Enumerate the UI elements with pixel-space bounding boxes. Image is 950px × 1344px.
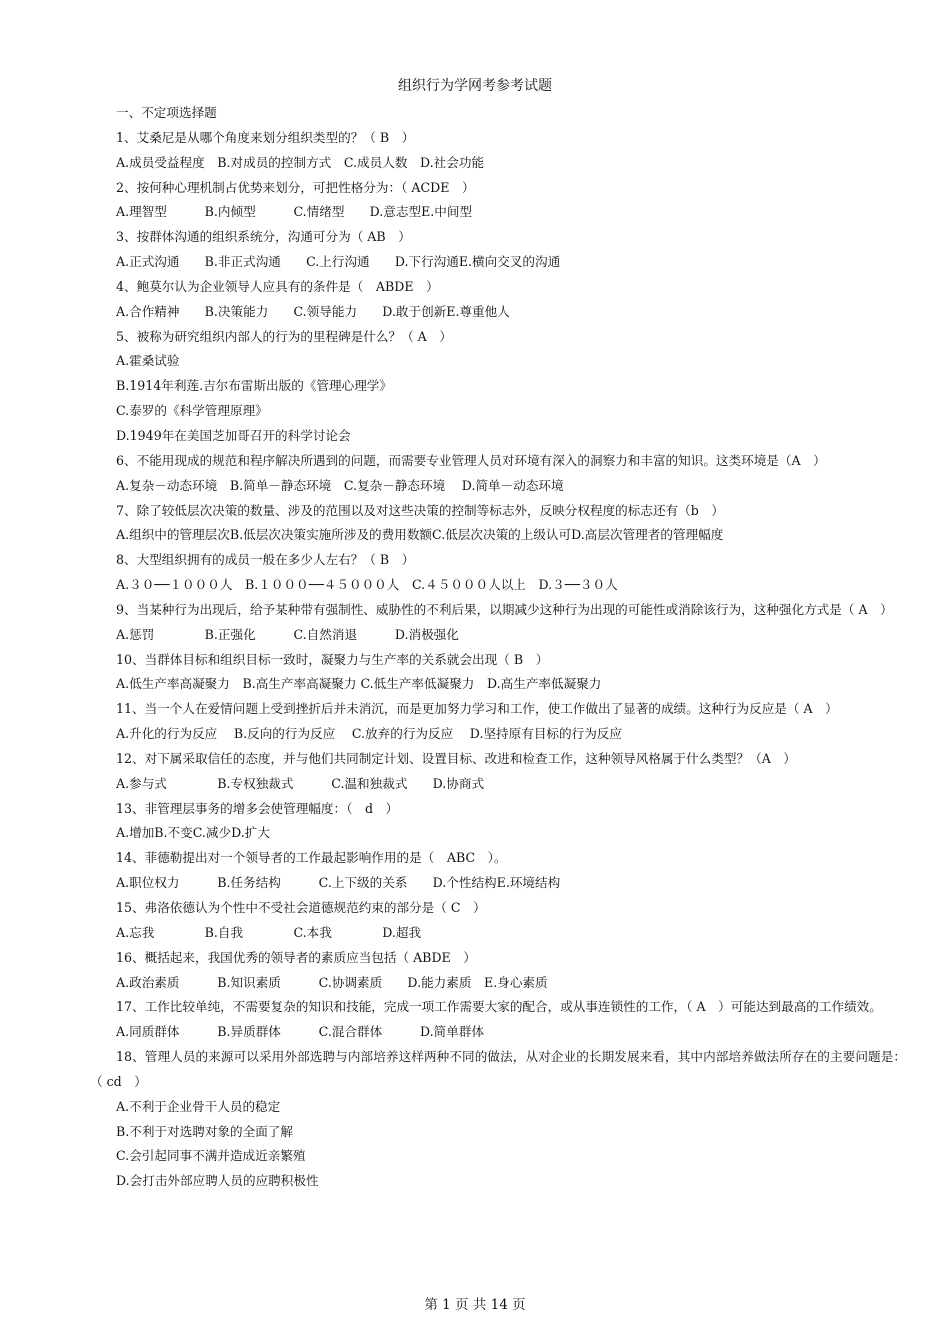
question-17-options: A.同质群体 B.异质群体 C.混合群体 D.简单群体 bbox=[116, 1024, 485, 1040]
question-12: 12、对下属采取信任的态度，并与他们共同制定计划、设置目标、改进和检查工作，这种领导风格属于什么类型？（A ） bbox=[116, 750, 796, 766]
question-12-options: A.参与式 B.专权独裁式 C.温和独裁式 D.协商式 bbox=[116, 775, 485, 791]
question-6-options: A.复杂－动态环境 B.简单－静态环境 C.复杂－静态环境 D.简单－动态环境 bbox=[116, 477, 564, 493]
question-4-options: A.合作精神 B.决策能力 C.领导能力 D.敢于创新E.尊重他人 bbox=[116, 303, 510, 319]
question-6: 6、不能用现成的规范和程序解决所遇到的问题，而需要专业管理人员对环境有深入的洞察力和丰富的知识。这类环境是（A ） bbox=[116, 452, 826, 468]
question-15-options: A.忘我 B.自我 C.本我 D.超我 bbox=[116, 924, 422, 940]
question-11-options: A.升化的行为反应 B.反向的行为反应 C.放弃的行为反应 D.坚持原有目标的行为反应 bbox=[116, 726, 622, 742]
question-18-option-b: B.不利于对选聘对象的全面了解 bbox=[116, 1123, 293, 1139]
question-5: 5、被称为研究组织内部人的行为的里程碑是什么？（ A ） bbox=[116, 328, 452, 344]
page-footer: 第 1 页 共 14 页 bbox=[424, 1297, 526, 1313]
page-title: 组织行为学网考参考试题 bbox=[398, 78, 552, 94]
question-3: 3、按群体沟通的组织系统分，沟通可分为（ AB ） bbox=[116, 229, 411, 245]
question-14-options: A.职位权力 B.任务结构 C.上下级的关系 D.个性结构E.环境结构 bbox=[116, 875, 561, 891]
question-11: 11、当一个人在爱情问题上受到挫折后并未消沉，而是更加努力学习和工作，使工作做出了显著的成绩。这种行为反应是（ A ） bbox=[116, 701, 838, 717]
question-9: 9、当某种行为出现后，给予某种带有强制性、威胁性的不利后果，以期减少这种行为出现的可能性或消除该行为，这种强化方式是（ A ） bbox=[116, 601, 893, 617]
question-10-options: A.低生产率高凝聚力 B.高生产率高凝聚力 C.低生产率低凝聚力 D.高生产率低凝聚力 bbox=[116, 676, 602, 692]
question-13: 13、非管理层事务的增多会使管理幅度：（ d ） bbox=[116, 800, 399, 816]
question-18: 18、管理人员的来源可以采用外部选聘与内部培养这样两种不同的做法，从对企业的长期发展来看，其中内部培养做法所存在的主要问题是：（ cd ） bbox=[90, 1049, 906, 1089]
question-2-options: A.理智型 B.内倾型 C.情绪型 D.意志型E.中间型 bbox=[116, 204, 473, 220]
question-8: 8、大型组织拥有的成员一般在多少人左右？（ B ） bbox=[116, 552, 415, 568]
section-heading: 一、不定项选择题 bbox=[116, 105, 217, 120]
question-7-options: A.组织中的管理层次B.低层次决策实施所涉及的费用数额C.低层次决策的上级认可D.高层次管理者的管理幅度 bbox=[116, 527, 724, 543]
question-5-option-a: A.霍桑试验 bbox=[116, 353, 180, 369]
question-18-option-d: D.会打击外部应聘人员的应聘积极性 bbox=[116, 1173, 319, 1189]
question-1: 1、艾桑尼是从哪个角度来划分组织类型的？（ B ） bbox=[116, 129, 415, 145]
question-3-options: A.正式沟通 B.非正式沟通 C.上行沟通 D.下行沟通E.横向交叉的沟通 bbox=[116, 254, 561, 270]
question-2: 2、按何种心理机制占优势来划分，可把性格分为：（ ACDE ） bbox=[116, 179, 475, 195]
question-16-options: A.政治素质 B.知识素质 C.协调素质 D.能力素质 E.身心素质 bbox=[116, 974, 548, 990]
question-15: 15、弗洛依德认为个性中不受社会道德规范约束的部分是（ C ） bbox=[116, 900, 486, 915]
question-list bbox=[90, 101, 906, 1194]
question-5-option-b: B.1914年利莲.吉尔布雷斯出版的《管理心理学》 bbox=[116, 378, 392, 394]
question-10: 10、当群体目标和组织目标一致时，凝聚力与生产率的关系就会出现（ B ） bbox=[116, 651, 549, 667]
question-9-options: A.惩罚 B.正强化 C.自然消退 D.消极强化 bbox=[116, 626, 459, 642]
question-18-option-a: A.不利于企业骨干人员的稳定 bbox=[116, 1098, 281, 1114]
question-7: 7、除了较低层次决策的数量、涉及的范围以及对这些决策的控制等标志外，反映分权程度的标志还有（b ） bbox=[116, 502, 724, 518]
question-5-option-c: C.泰罗的《科学管理原理》 bbox=[116, 403, 268, 419]
question-13-options: A.增加B.不变C.减少D.扩大 bbox=[116, 825, 270, 841]
question-4: 4、鲍莫尔认为企业领导人应具有的条件是（ ABDE ） bbox=[116, 278, 439, 294]
question-8-options: A.３０──１０００人 B.１０００──４５０００人 C.４５０００人以上 D.３──３０人 bbox=[116, 577, 618, 593]
question-14: 14、菲德勒提出对一个领导者的工作最起影响作用的是（ ABC ）。 bbox=[116, 850, 507, 866]
question-1-options: A.成员受益程度 B.对成员的控制方式 C.成员人数 D.社会功能 bbox=[116, 154, 485, 170]
question-17: 17、工作比较单纯，不需要复杂的知识和技能，完成一项工作需要大家的配合，或从事连锁性的工作，（ A ）可能达到最高的工作绩效。 bbox=[116, 999, 882, 1015]
question-18-option-c: C.会引起同事不满并造成近亲繁殖 bbox=[116, 1148, 306, 1164]
question-5-option-d: D.1949年在美国芝加哥召开的科学讨论会 bbox=[116, 427, 351, 443]
question-16: 16、概括起来，我国优秀的领导者的素质应当包括（ ABDE ） bbox=[116, 949, 476, 965]
